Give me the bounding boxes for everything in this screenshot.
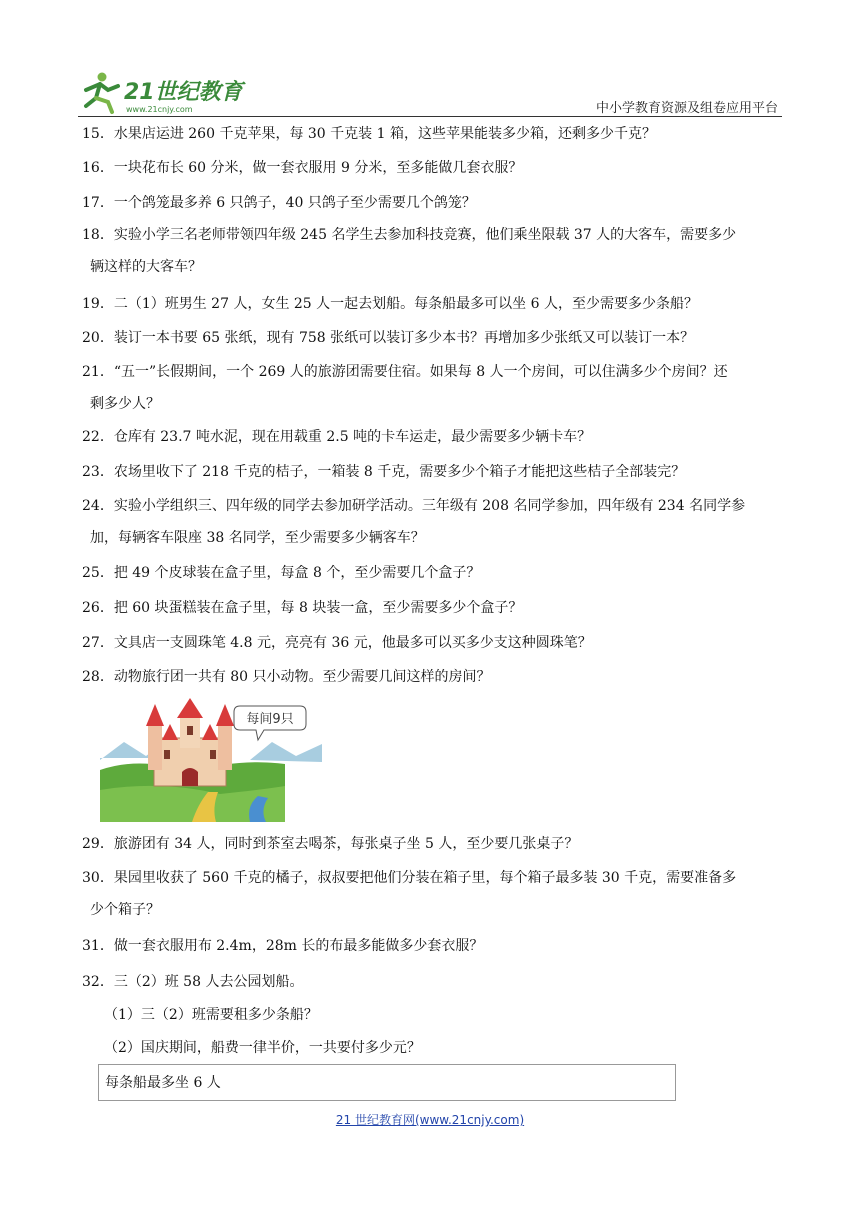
question-text: 水果店运进 260 千克苹果，每 30 千克装 1 箱，这些苹果能装多少箱，还剩多少千克？	[113, 126, 656, 142]
page-footer	[0, 1111, 860, 1128]
question-number: 20．	[82, 330, 114, 346]
question	[82, 661, 782, 693]
question-number: 29．	[82, 836, 114, 852]
question-text-continued: 少个箱子？	[90, 902, 160, 918]
question-number: 25．	[82, 565, 114, 581]
question-text: 仓库有 23.7 吨水泥，现在用载重 2.5 吨的卡车运走，最少需要多少辆卡车？	[113, 429, 592, 445]
q32-subquestion-1: （1）三（2）班需要租多少条船？	[104, 1007, 318, 1023]
question-number: 24．	[82, 498, 114, 514]
q32-subquestion-2: （2）国庆期间，船费一律半价，一共要付多少元？	[104, 1040, 421, 1056]
question-number: 32．	[82, 974, 114, 990]
platform-name: 中小学教育资源及组卷应用平台	[595, 101, 778, 116]
question	[82, 930, 782, 962]
question-text: 果园里收获了 560 千克的橘子，叔叔要把他们分装在箱子里，每个箱子最多装 30 千克，需要准备多	[113, 870, 737, 886]
question-text: 做一套衣服用布 2.4m，28m 长的布最多能做多少套衣服？	[113, 938, 484, 954]
question-number: 21．	[82, 364, 114, 380]
question	[82, 490, 782, 554]
question	[82, 456, 782, 488]
question	[82, 118, 782, 150]
page-header	[78, 66, 782, 118]
q32-info-box: 每条船最多坐 6 人	[98, 1064, 676, 1101]
question	[82, 356, 782, 420]
runner-icon	[86, 73, 118, 113]
question	[82, 966, 782, 998]
question-text: 旅游团有 34 人，同时到茶室去喝茶，每张桌子坐 5 人，至少要几张桌子？	[113, 836, 579, 852]
question-text: 把 49 个皮球装在盒子里，每盒 8 个，至少需要几个盒子？	[113, 565, 481, 581]
question	[82, 828, 782, 860]
question	[82, 592, 782, 624]
question-number: 23．	[82, 464, 114, 480]
question-text: 动物旅行团一共有 80 只小动物。至少需要几间这样的房间？	[113, 669, 491, 685]
question-text: 实验小学三名老师带领四年级 245 名学生去参加科技竞赛，他们乘坐限载 37 人的大客车，需要多少	[113, 227, 737, 243]
question-text: 文具店一支圆珠笔 4.8 元，亮亮有 36 元，他最多可以买多少支这种圆珠笔？	[113, 635, 592, 651]
question-number: 31．	[82, 938, 114, 954]
question	[82, 288, 782, 320]
question	[82, 322, 782, 354]
question	[82, 219, 782, 283]
question-number: 27．	[82, 635, 114, 651]
question-text: 装订一本书要 65 张纸，现有 758 张纸可以装订多少本书？再增加多少张纸又可以装订一本？	[113, 330, 695, 346]
question-number: 26．	[82, 600, 114, 616]
question-text: 二（1）班男生 27 人，女生 25 人一起去划船。每条船最多可以坐 6 人，至少需要多少条船？	[113, 296, 698, 312]
question-number: 22．	[82, 429, 114, 445]
question-text-continued: 加，每辆客车限座 38 名同学，至少需要多少辆客车？	[90, 530, 425, 546]
question-number: 19．	[82, 296, 114, 312]
question	[82, 187, 782, 219]
question	[82, 862, 782, 926]
question-text: 实验小学组织三、四年级的同学去参加研学活动。三年级有 208 名同学参加，四年级有 234 名同学参	[113, 498, 746, 514]
question-text: 农场里收下了 218 千克的桔子，一箱装 8 千克，需要多少个箱子才能把这些桔子全部装完？	[113, 464, 686, 480]
header-divider	[78, 116, 782, 117]
question-text: 把 60 块蛋糕装在盒子里，每 8 块装一盒，至少需要多少个盒子？	[113, 600, 523, 616]
question	[82, 557, 782, 589]
question-number: 17．	[82, 195, 114, 211]
question-text: 三（2）班 58 人去公园划船。	[113, 974, 304, 990]
question-number: 30．	[82, 870, 114, 886]
castle-illustration	[100, 698, 322, 822]
svg-text:www.21cnjy.com: www.21cnjy.com	[126, 105, 193, 114]
question-number: 18．	[82, 227, 114, 243]
question-text: 一块花布长 60 分米，做一套衣服用 9 分米，至多能做几套衣服？	[113, 160, 523, 176]
question	[82, 421, 782, 453]
svg-text:每间9只: 每间9只	[246, 712, 294, 727]
question	[82, 152, 782, 184]
question-text: 一个鸽笼最多养 6 只鸽子，40 只鸽子至少需要几个鸽笼？	[113, 195, 476, 211]
svg-text:21世纪教育: 21世纪教育	[124, 80, 243, 105]
question-text-continued: 剩多少人？	[90, 396, 160, 412]
question	[82, 627, 782, 659]
question-text-continued: 辆这样的大客车？	[90, 259, 202, 275]
question-number: 16．	[82, 160, 114, 176]
question-number: 28．	[82, 669, 114, 685]
question-text: “五一”长假期间，一个 269 人的旅游团需要住宿。如果每 8 人一个房间，可以住满多少个房间？还	[113, 364, 728, 380]
footer-link[interactable]: 21 世纪教育网(www.21cnjy.com)	[335, 1113, 525, 1127]
question-number: 15．	[82, 126, 114, 142]
site-logo	[78, 66, 253, 116]
